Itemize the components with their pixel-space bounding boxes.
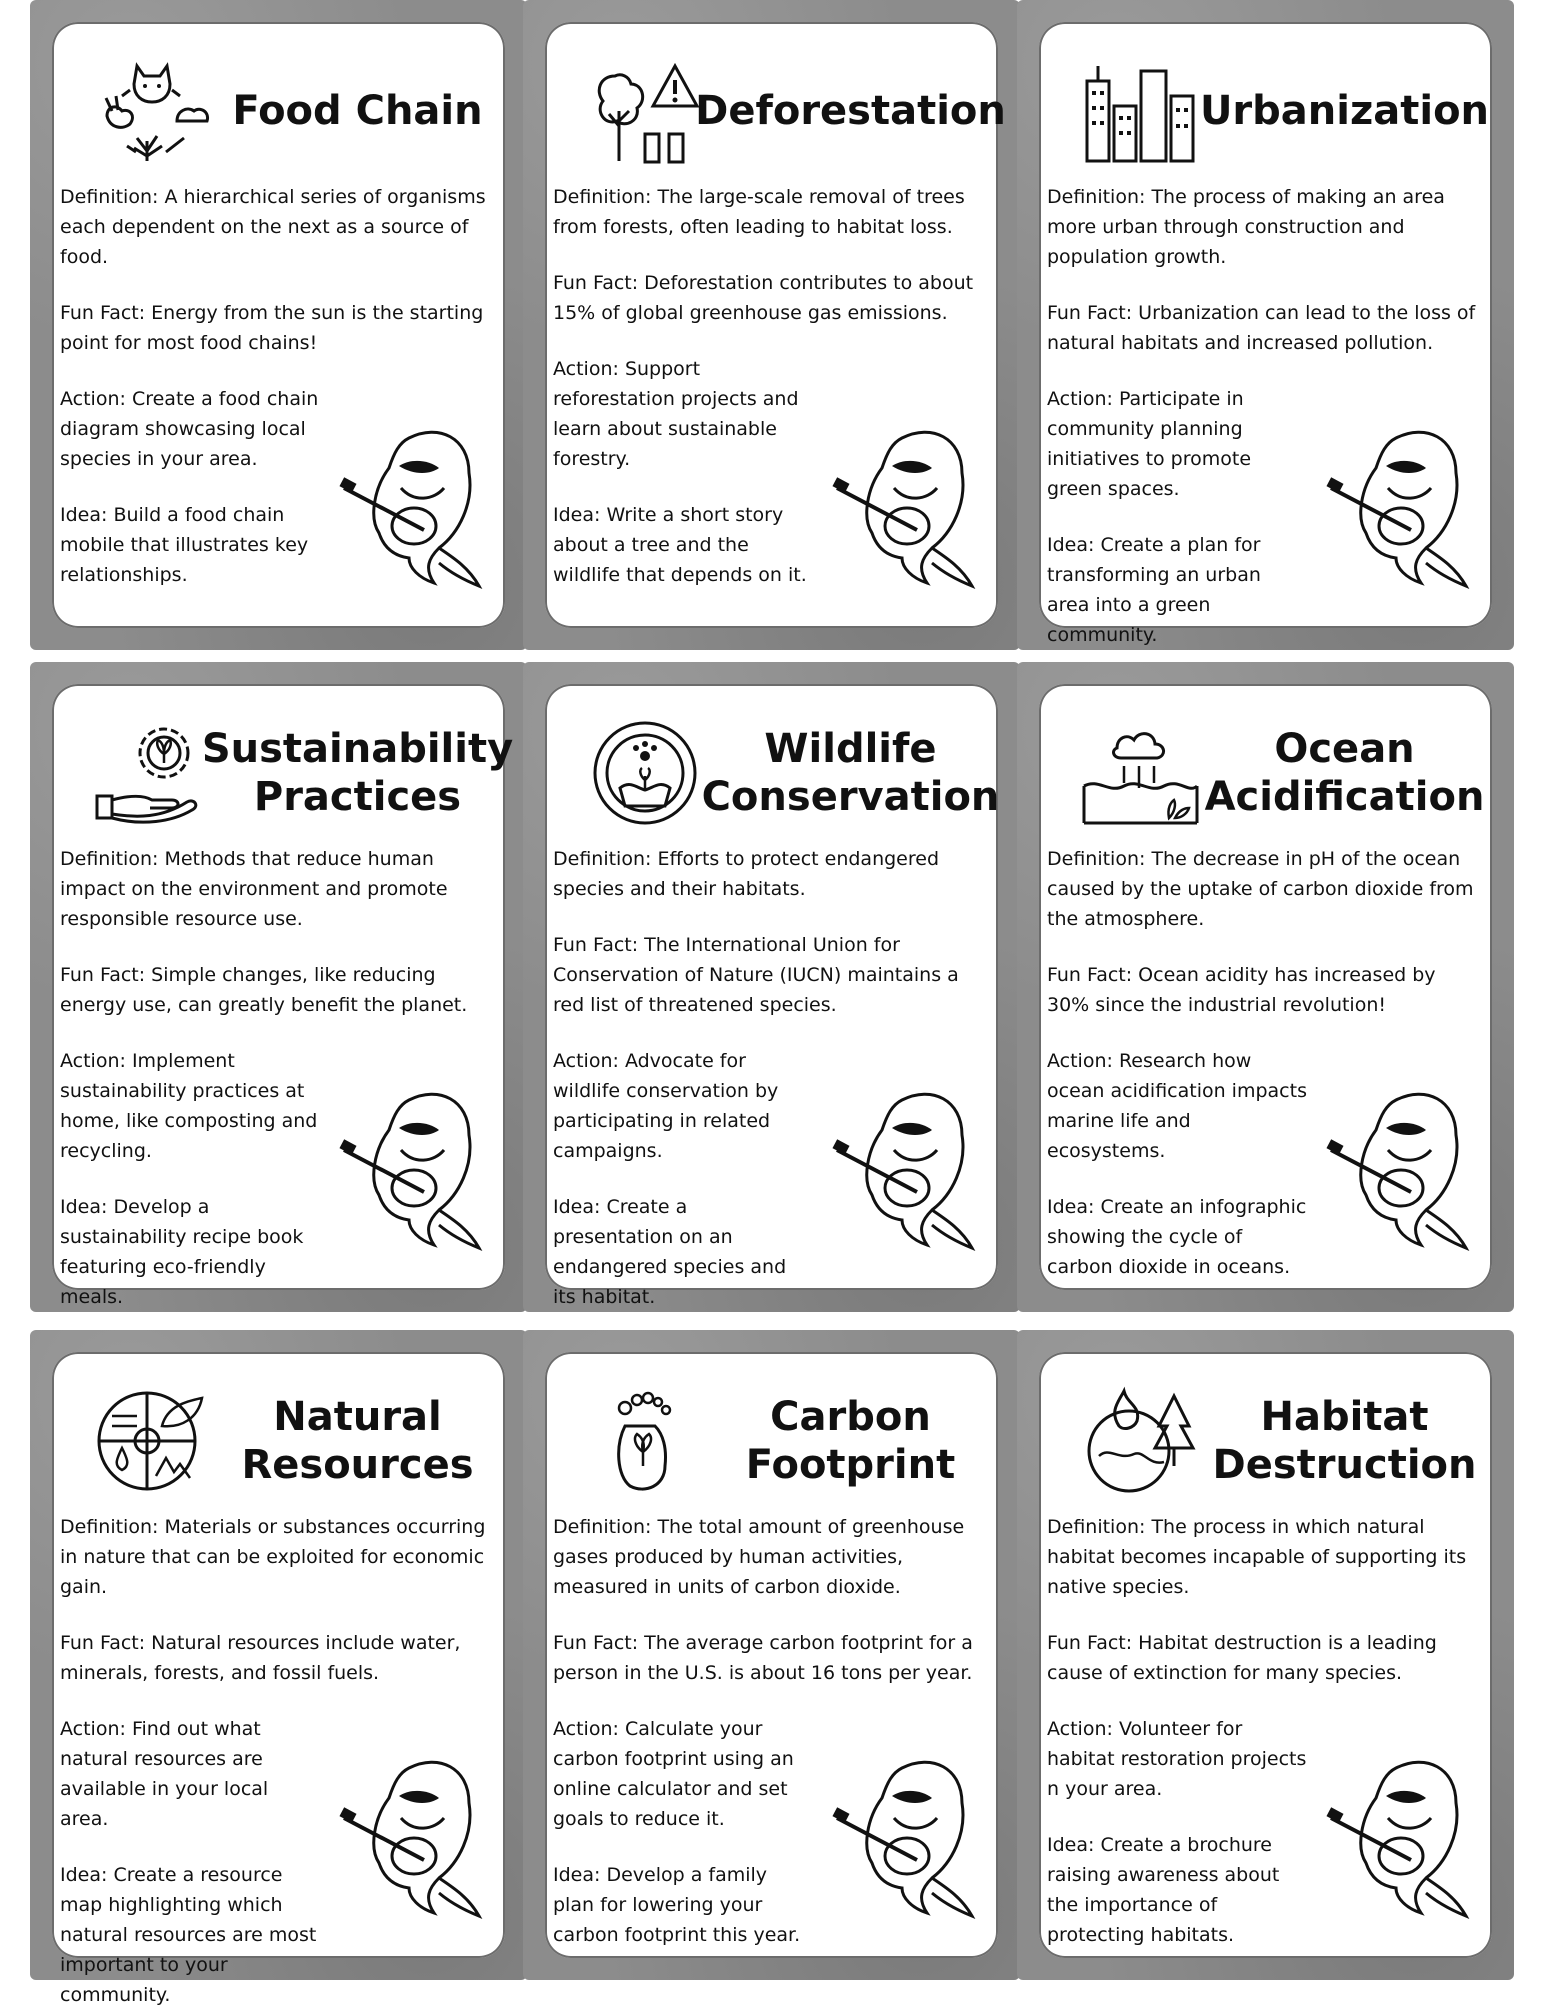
fun-fact-text: Fun Fact: Deforestation contributes to about 15% of global greenhouse gas emissions.: [553, 272, 974, 324]
card-header: [1059, 708, 1485, 838]
earth-paw-hand-icon: [585, 718, 705, 828]
idea-text: Idea: Create a presentation on an endangered species and its habitat.: [553, 1196, 787, 1308]
dolphin-guitar-mascot-icon: [339, 1080, 489, 1250]
topic-card-7: [30, 1330, 527, 2006]
card-frame: [1039, 1352, 1492, 1958]
topic-card-4: [30, 662, 527, 1312]
card-title-line: Resources: [241, 1442, 474, 1488]
definition-text: Definition: The process of making an area more urban through construction and population growth.: [1047, 186, 1445, 268]
card-header: [565, 46, 1006, 176]
action-text: Action: Create a food chain diagram showcasing local species in your area.: [60, 388, 319, 470]
idea-text: Idea: Build a food chain mobile that illustrates key relationships.: [60, 504, 309, 586]
card-header: [565, 708, 1000, 838]
definition-text: Definition: Materials or substances occurring in nature that can be exploited for economic gain.: [60, 1516, 486, 1598]
card-title-line: Footprint: [745, 1442, 956, 1488]
fun-fact-text: Fun Fact: Natural resources include water, minerals, forests, and fossil fuels.: [60, 1632, 461, 1684]
dolphin-guitar-mascot-icon: [1326, 1748, 1476, 1918]
gear-leaf-hand-icon: [92, 718, 212, 828]
fun-fact-text: Fun Fact: Simple changes, like reducing energy use, can greatly benefit the planet.: [60, 964, 468, 1016]
card-title-line: Ocean: [1274, 726, 1415, 772]
dolphin-guitar-mascot-icon: [832, 1748, 982, 1918]
topic-card-1: [30, 0, 527, 650]
idea-text: Idea: Develop a family plan for lowering your carbon footprint this year.: [553, 1864, 801, 1946]
action-text: Action: Volunteer for habitat restoration projects n your area.: [1047, 1718, 1307, 1800]
card-frame: [52, 22, 505, 628]
definition-text: Definition: The decrease in pH of the ocean caused by the uptake of carbon dioxide from the atmosphere.: [1047, 848, 1474, 930]
definition-text: Definition: The process in which natural habitat becomes incapable of supporting its native species.: [1047, 1516, 1467, 1598]
dolphin-guitar-mascot-icon: [832, 418, 982, 588]
dolphin-guitar-mascot-icon: [339, 1748, 489, 1918]
fun-fact-text: Fun Fact: The average carbon footprint for a person in the U.S. is about 16 tons per year.: [553, 1632, 973, 1684]
card-title-line: Carbon: [770, 1394, 931, 1440]
idea-text: Idea: Create an infographic showing the cycle of carbon dioxide in oceans.: [1047, 1196, 1307, 1278]
topic-card-9: [1017, 1330, 1514, 1980]
card-header: [565, 1376, 986, 1506]
card-title-line: Habitat: [1260, 1394, 1429, 1440]
dolphin-guitar-mascot-icon: [339, 418, 489, 588]
topic-card-6: [1017, 662, 1514, 1312]
definition-text: Definition: Methods that reduce human impact on the environment and promote responsible resource use.: [60, 848, 448, 930]
card-title: [1209, 1376, 1480, 1506]
card-title-line: Sustainability: [201, 726, 514, 772]
card-frame: [545, 22, 1006, 628]
dolphin-guitar-mascot-icon: [1326, 1080, 1476, 1250]
action-text: Action: Find out what natural resources are available in your local area.: [60, 1718, 269, 1830]
card-header: [72, 1376, 493, 1506]
topic-card-3: [1017, 0, 1514, 650]
idea-text: Idea: Create a plan for transforming an urban area into a green community.: [1047, 534, 1261, 646]
definition-text: Definition: The large-scale removal of trees from forests, often leading to habitat loss.: [553, 186, 965, 238]
action-text: Action: Calculate your carbon footprint using an online calculator and set goals to reduce it.: [553, 1718, 794, 1830]
card-title-line: Wildlife: [764, 726, 937, 772]
card-frame: [1039, 22, 1492, 646]
definition-text: Definition: Efforts to protect endangered species and their habitats.: [553, 848, 940, 900]
card-header: [72, 708, 514, 838]
card-title: [222, 46, 493, 176]
idea-text: Idea: Create a brochure raising awareness about the importance of protecting habitats.: [1047, 1834, 1280, 1946]
fun-fact-text: Fun Fact: Energy from the sun is the starting point for most food chains!: [60, 302, 484, 354]
action-text: Action: Participate in community planning initiatives to promote green spaces.: [1047, 388, 1252, 500]
city-buildings-icon: [1079, 56, 1199, 166]
card-title: [715, 1376, 986, 1506]
idea-text: Idea: Develop a sustainability recipe book featuring eco-friendly meals.: [60, 1196, 304, 1308]
resources-wheel-icon: [92, 1386, 212, 1496]
card-frame: [545, 1352, 998, 1958]
definition-text: Definition: A hierarchical series of organisms each dependent on the next as a source of food.: [60, 186, 486, 268]
card-header: [72, 46, 493, 176]
topic-card-2: [523, 0, 1020, 650]
card-title: [201, 708, 514, 838]
card-title: [1204, 708, 1485, 838]
fun-fact-text: Fun Fact: Ocean acidity has increased by 30% since the industrial revolution!: [1047, 964, 1436, 1016]
card-title-line: Conservation: [701, 774, 1000, 820]
footprint-leaf-icon: [585, 1386, 705, 1496]
cloud-ocean-icon: [1079, 718, 1199, 828]
card-header: [1059, 46, 1490, 176]
burning-earth-tree-icon: [1079, 1386, 1199, 1496]
card-title-line: Deforestation: [695, 88, 1006, 134]
card-header: [1059, 1376, 1480, 1506]
action-text: Action: Research how ocean acidification impacts marine life and ecosystems.: [1047, 1050, 1307, 1162]
fun-fact-text: Fun Fact: Urbanization can lead to the loss of natural habitats and increased pollution.: [1047, 302, 1476, 354]
food-chain-icon: [92, 56, 212, 166]
card-title: [701, 708, 1000, 838]
card-frame: [52, 1352, 505, 2006]
card-title-line: Urbanization: [1199, 88, 1490, 134]
topic-card-8: [523, 1330, 1020, 1980]
card-frame: [52, 684, 514, 1308]
dolphin-guitar-mascot-icon: [1326, 418, 1476, 588]
idea-text: Idea: Create a resource map highlighting which natural resources are most important to your community.: [60, 1864, 317, 2006]
definition-text: Definition: The total amount of greenhouse gases produced by human activities, measured in units of carbon dioxide.: [553, 1516, 965, 1598]
tree-warning-icon: [585, 56, 705, 166]
action-text: Action: Advocate for wildlife conservation by participating in related campaigns.: [553, 1050, 779, 1162]
card-title-line: Destruction: [1212, 1442, 1477, 1488]
card-title: [1199, 46, 1490, 176]
idea-text: Idea: Write a short story about a tree and the wildlife that depends on it.: [553, 504, 807, 586]
action-text: Action: Implement sustainability practices at home, like composting and recycling.: [60, 1050, 318, 1162]
fun-fact-text: Fun Fact: The International Union for Conservation of Nature (IUCN) maintains a red list of threatened species.: [553, 934, 959, 1016]
fun-fact-text: Fun Fact: Habitat destruction is a leading cause of extinction for many species.: [1047, 1632, 1437, 1684]
topic-card-5: [523, 662, 1020, 1312]
card-title: [695, 46, 1006, 176]
card-frame: [1039, 684, 1492, 1290]
card-title-line: Food Chain: [232, 88, 483, 134]
card-frame: [545, 684, 1000, 1308]
action-text: Action: Support reforestation projects and learn about sustainable forestry.: [553, 358, 799, 470]
dolphin-guitar-mascot-icon: [832, 1080, 982, 1250]
card-title-line: Acidification: [1204, 774, 1485, 820]
card-title: [222, 1376, 493, 1506]
card-title-line: Natural: [273, 1394, 442, 1440]
card-title-line: Practices: [253, 774, 462, 820]
